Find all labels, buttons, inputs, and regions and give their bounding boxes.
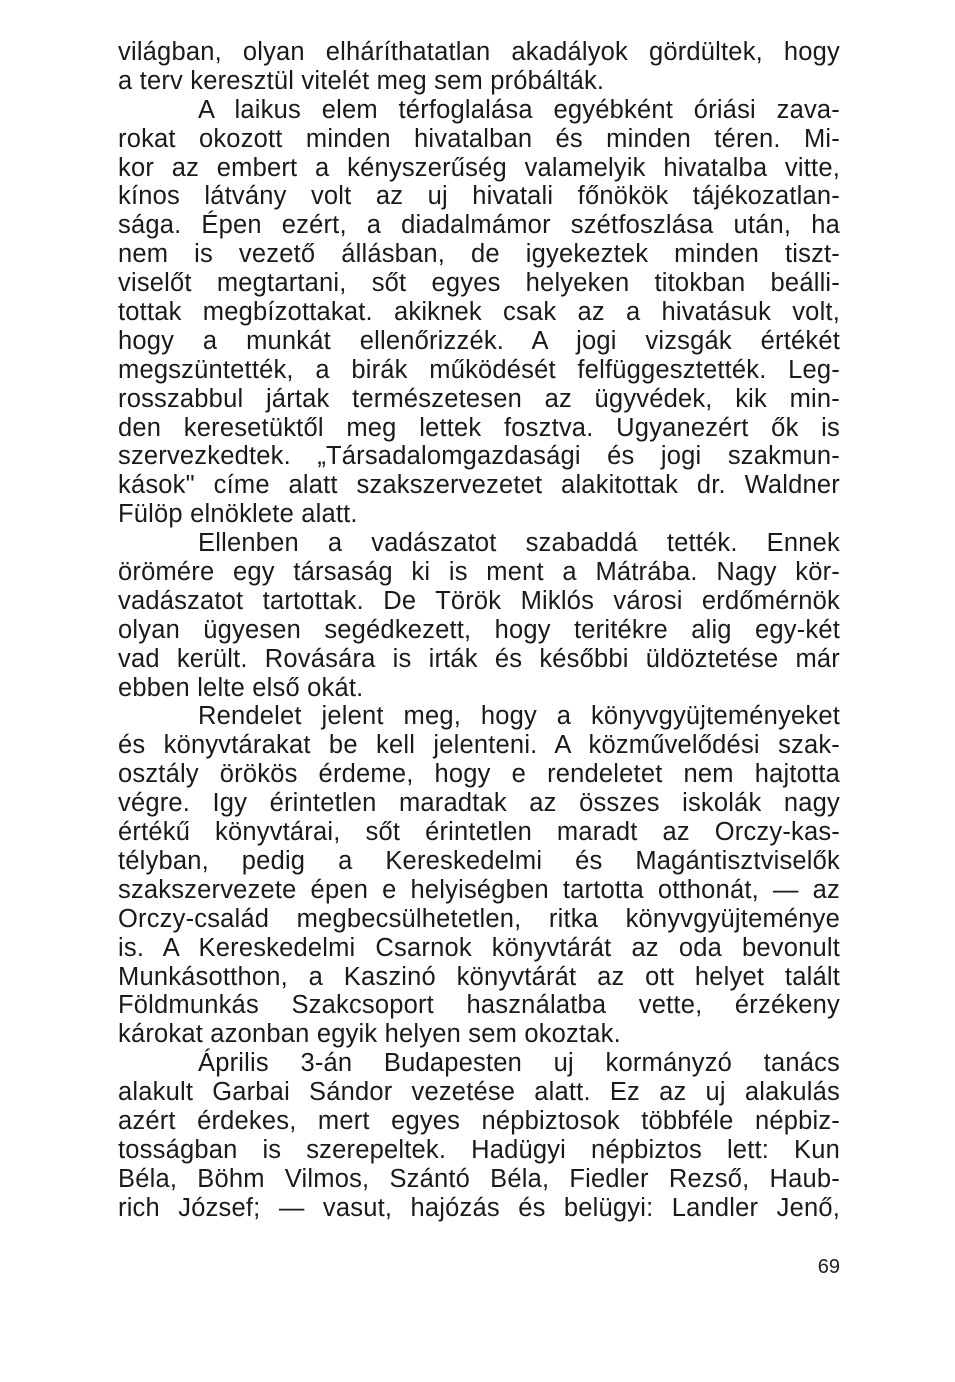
text-line: nem is vezető állásban, de igyekeztek minden tiszt- bbox=[118, 240, 840, 269]
text-line: osztály örökös érdeme, hogy e rendeletet nem hajtotta bbox=[118, 760, 840, 789]
text-line: örömére egy társaság ki is ment a Mátrába. Nagy kör- bbox=[118, 558, 840, 587]
text-line: is. A Kereskedelmi Csarnok könyvtárát az oda bevonult bbox=[118, 933, 840, 962]
text-line: vad került. Rovására is irták és későbbi üldöztetése már bbox=[118, 644, 840, 673]
text-line: Földmunkás Szakcsoport használatba vette, érzékeny bbox=[118, 991, 840, 1020]
body-text bbox=[118, 38, 840, 1223]
text-line: ebben lelte első okát. bbox=[118, 673, 364, 702]
text-line: kor az embert a kényszerűség valamelyik hivatalba vitte, bbox=[118, 153, 840, 182]
text-line: kások" címe alatt szakszervezetet alakitottak dr. Waldner bbox=[118, 471, 840, 500]
text-line: olyan ügyesen segédkezett, hogy teritékre alig egy-két bbox=[118, 615, 840, 644]
text-line: értékű könyvtárai, sőt érintetlen maradt az Orczy-kas- bbox=[118, 818, 840, 847]
text-line: tosságban is szerepeltek. Hadügyi népbiztos lett: Kun bbox=[118, 1135, 840, 1164]
text-line: Rendelet jelent meg, hogy a könyvgyüjteményeket bbox=[198, 702, 840, 731]
text-line: tottak megbízottakat. akiknek csak az a hivatásuk volt, bbox=[118, 298, 840, 327]
text-line: és könyvtárakat be kell jelenteni. A közművelődési szak- bbox=[118, 731, 840, 760]
page-number: 69 bbox=[817, 1256, 840, 1278]
text-line: megszüntették, a birák működését felfüggesztették. Leg- bbox=[118, 355, 840, 384]
text-line: szakszervezete épen e helyiségben tartotta otthonát, — az bbox=[118, 875, 840, 904]
text-line: Béla, Böhm Vilmos, Szántó Béla, Fiedler Rezső, Haub- bbox=[118, 1164, 840, 1193]
text-line: sága. Épen ezért, a diadalmámor szétfoszlása után, ha bbox=[118, 211, 840, 240]
text-line: a terv keresztül vitelét meg sem próbálták. bbox=[118, 66, 605, 95]
text-line: rich József; — vasut, hajózás és belügyi: Landler Jenő, bbox=[118, 1193, 840, 1222]
text-line: vadászatot tartottak. De Török Miklós városi erdőmérnök bbox=[118, 586, 840, 615]
text-line: Munkásotthon, a Kaszinó könyvtárát az ott helyet talált bbox=[118, 962, 840, 991]
text-line: hogy a munkát ellenőrizzék. A jogi vizsgák értékét bbox=[118, 326, 840, 355]
text-line: végre. Igy érintetlen maradtak az összes iskolák nagy bbox=[118, 789, 840, 818]
text-line: Április 3-án Budapesten uj kormányzó tanács bbox=[198, 1049, 840, 1078]
text-line: károkat azonban egyik helyen sem okoztak. bbox=[118, 1020, 621, 1049]
text-line: Orczy-család megbecsülhetetlen, ritka könyvgyüjteménye bbox=[118, 904, 840, 933]
text-line: szervezkedtek. „Társadalomgazdasági és jogi szakmun- bbox=[118, 442, 840, 471]
text-line: A laikus elem térfoglalása egyébként óriási zava- bbox=[198, 95, 840, 124]
text-line: télyban, pedig a Kereskedelmi és Magántisztviselők bbox=[118, 846, 840, 875]
text-line: Ellenben a vadászatot szabaddá tették. Ennek bbox=[198, 529, 840, 558]
text-line: rosszabbul jártak természetesen az ügyvédek, kik min- bbox=[118, 384, 840, 413]
text-line: den keresetüktől meg lettek fosztva. Ugyanezért ők is bbox=[118, 413, 840, 442]
text-line: azért érdekes, mert egyes népbiztosok többféle népbiz- bbox=[118, 1106, 840, 1135]
text-line: kínos látvány volt az uj hivatali főnökök tájékozatlan- bbox=[118, 182, 840, 211]
text-line: rokat okozott minden hivatalban és minden téren. Mi- bbox=[118, 124, 840, 153]
text-line: világban, olyan elháríthatatlan akadályok gördültek, hogy bbox=[118, 38, 840, 66]
text-line: viselőt megtartani, sőt egyes helyeken titokban beálli- bbox=[118, 269, 840, 298]
text-line: Fülöp elnöklete alatt. bbox=[118, 500, 358, 529]
text-line: alakult Garbai Sándor vezetése alatt. Ez az uj alakulás bbox=[118, 1078, 840, 1107]
